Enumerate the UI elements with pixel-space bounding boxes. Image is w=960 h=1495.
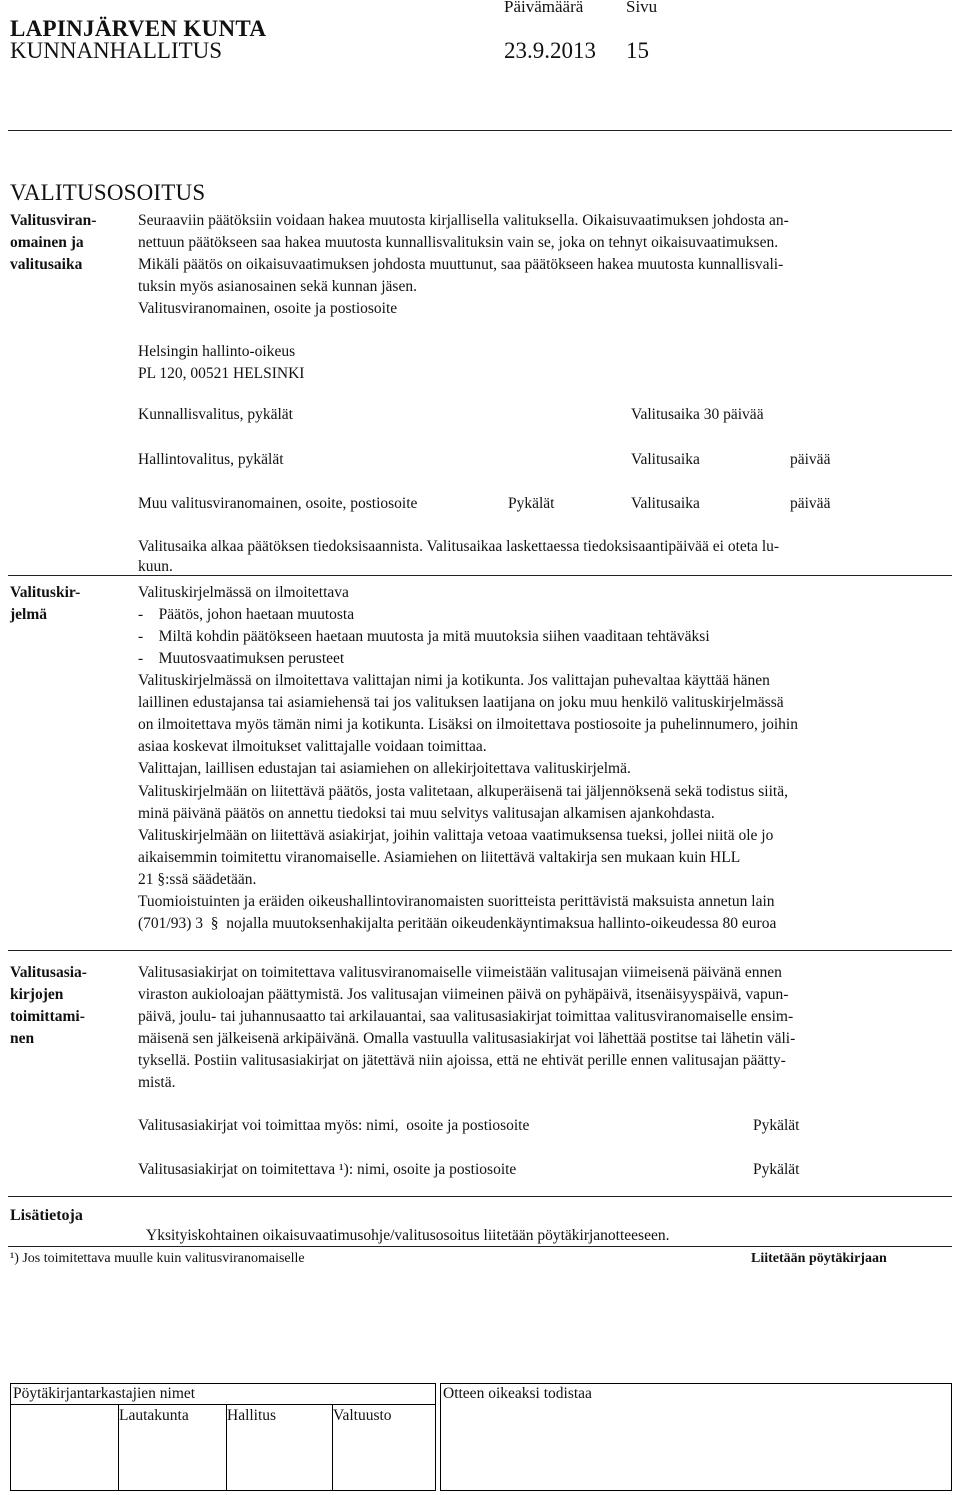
delivery-text — [138, 962, 938, 1094]
text-line: Valituskirjelmään on liitettävä päätös, josta valitetaan, alkuperäisenä tai jäljennöksenä sekä todistus siitä, — [138, 783, 788, 800]
footnote-divider — [8, 1246, 952, 1247]
page-label: Sivu — [626, 0, 658, 16]
body-label-council: Valtuusto — [333, 1407, 392, 1424]
text-line: tuksin myös asianosainen sekä kunnan jäsen. — [138, 278, 417, 295]
text-line: 21 §:ssä säädetään. — [138, 871, 257, 888]
appeal-time: Valitusaika — [631, 495, 700, 512]
text-line: laillinen edustajansa tai asiamiehensä tai jos valituksen laatijana on joku muu henkilö valituskirjelmässä — [138, 694, 784, 711]
text-line: Valitusasiakirjat on toimitettava valitusviranomaiselle viimeistään valitusajan viimeisenä päivänä ennen — [138, 964, 782, 981]
appeal-type: Hallintovalitus, pykälät — [138, 451, 284, 468]
header-divider — [8, 130, 952, 131]
text-line: kuun. — [138, 558, 173, 575]
text-line: viraston aukioloajan päättymistä. Jos valitusajan viimeinen päivä on pyhäpäivä, itsenäisyyspäivä, vapun- — [138, 986, 789, 1003]
text-line: päivä, joulu- tai juhannusaatto tai arkilauantai, saa valitusasiakirjat toimittaa valitusviranomaiselle ensim- — [138, 1008, 794, 1025]
list-item: - Muutosvaatimuksen perusteet — [138, 650, 345, 667]
text-line: Tuomioistuinten ja eräiden oikeushallintoviranomaisten suoritteista perittävistä maksuista annetun lain — [138, 893, 775, 910]
address-line: Helsingin hallinto-oikeus — [138, 343, 296, 360]
footnote-text: ¹) Jos toimitettava muulle kuin valitusviranomaiselle — [10, 1251, 305, 1266]
text-line: aikaisemmin toimitettu viranomaiselle. Asiamiehen on liitettävä valtakirja sen mukaan kuin HLL — [138, 849, 741, 866]
text-line: mistä. — [138, 1074, 176, 1091]
attach-note: Liitetään pöytäkirjaan — [751, 1251, 887, 1266]
text-line: asiaa koskevat ilmoitukset valittajalle voidaan toimittaa. — [138, 738, 487, 755]
section-label-appeal: Valituskir- jelmä — [10, 584, 81, 623]
section-divider — [8, 575, 952, 576]
section-label-authority: Valitusviran- omainen ja valitusaika — [10, 212, 97, 273]
appeal-type: Kunnallisvalitus, pykälät — [138, 406, 293, 423]
text-line: Valitusviranomainen, osoite ja postiosoite — [138, 300, 398, 317]
info-text: Yksityiskohtainen oikaisuvaatimusohje/valitusosoitus liitetään pöytäkirjanotteeseen. — [146, 1227, 670, 1244]
text-line: Valittajan, laillisen edustajan tai asiamiehen on allekirjoitettava valituskirjelmä. — [138, 760, 631, 777]
reviewers-box — [10, 1383, 436, 1491]
certification-title: Otteen oikeaksi todistaa — [443, 1385, 592, 1402]
appeal-attachments-text — [138, 781, 938, 935]
section-label-delivery: Valitusasia- kirjojen toimittami- nen — [10, 964, 87, 1047]
page-number: 15 — [626, 38, 649, 63]
text-line: tyksellä. Postiin valitusasiakirjat on jätettävä niin ajoissa, että ne ehtivät perille ennen valitusajan päätty- — [138, 1052, 786, 1069]
appeal-start-text — [138, 537, 938, 577]
section-divider — [8, 950, 952, 951]
list-item: - Miltä kohdin päätökseen haetaan muutosta ja mitä muutoksia siihen vaaditaan tehtäväksi — [138, 628, 710, 645]
delivery-sections: Pykälät — [753, 1161, 800, 1178]
reviewers-divider — [11, 1404, 435, 1405]
text-line: nettuun päätökseen saa hakea muutosta kunnallisvalituksin vain se, joka on tehnyt oikaisuvaatimuksen. — [138, 234, 779, 251]
appeal-days: päivää — [790, 495, 831, 512]
page-title: VALITUSOSOITUS — [10, 180, 206, 205]
address-line: PL 120, 00521 HELSINKI — [138, 365, 305, 382]
meeting-date: 23.9.2013 — [504, 38, 596, 63]
text-line: Mikäli päätös on oikaisuvaatimuksen johdosta muuttunut, saa päätökseen hakea muutosta kunnallisvali- — [138, 256, 784, 273]
text-line: on ilmoitettava myös tämän nimi ja kotikunta. Lisäksi on ilmoitettava postiosoite ja puhelinnumero, joihin — [138, 716, 798, 733]
appeal-days: päivää — [790, 451, 831, 468]
certification-box — [440, 1383, 952, 1491]
appeal-time: Valitusaika — [631, 451, 700, 468]
body-label-board: Lautakunta — [119, 1407, 189, 1424]
appeal-time: Valitusaika 30 päivää — [631, 406, 764, 423]
body-name: KUNNANHALLITUS — [10, 38, 223, 63]
authority-address — [138, 341, 938, 385]
delivery-option: Valitusasiakirjat voi toimittaa myös: nimi, osoite ja postiosoite — [138, 1117, 530, 1134]
text-line: Seuraaviin päätöksiin voidaan hakea muutosta kirjallisella valituksella. Oikaisuvaatimuksen johdosta an- — [138, 212, 789, 229]
text-line: (701/93) 3 § nojalla muutoksenhakijalta peritään oikeudenkäyntimaksua hallinto-oikeudessa 80 euroa — [138, 915, 777, 932]
org-name: LAPINJÄRVEN KUNTA — [10, 16, 267, 41]
list-item: - Päätös, johon haetaan muutosta — [138, 606, 355, 623]
section-divider — [8, 1196, 952, 1197]
appeal-text — [138, 582, 938, 780]
text-line: Valituskirjelmään on liitettävä asiakirjat, joihin valittaja vetoaa vaatimuksensa tueksi, jollei niitä ole jo — [138, 827, 774, 844]
delivery-sections: Pykälät — [753, 1117, 800, 1134]
text-line: Valituskirjelmässä on ilmoitettava — [138, 584, 349, 601]
section-label-info: Lisätietoja — [10, 1207, 83, 1224]
text-line: minä päivänä päätös on annettu tiedoksi tai muu selvitys valitusajan alkamisen ajankohdasta. — [138, 805, 715, 822]
body-label-government: Hallitus — [227, 1407, 277, 1424]
date-label: Päivämäärä — [504, 0, 584, 16]
delivery-option: Valitusasiakirjat on toimitettava ¹): nimi, osoite ja postiosoite — [138, 1161, 517, 1178]
appeal-type: Muu valitusviranomainen, osoite, postiosoite — [138, 495, 418, 512]
reviewers-title: Pöytäkirjantarkastajien nimet — [13, 1385, 196, 1402]
appeal-sections: Pykälät — [508, 495, 555, 512]
text-line: mäisenä sen jälkeisenä arkipäivänä. Omalla vastuulla valitusasiakirjat voi lähettää postitse tai lähetin väli- — [138, 1030, 796, 1047]
text-line: Valitusaika alkaa päätöksen tiedoksisaannista. Valitusaikaa laskettaessa tiedoksisaantipäivää ei oteta lu- — [138, 538, 780, 555]
authority-text — [138, 210, 938, 320]
text-line: Valituskirjelmässä on ilmoitettava valittajan nimi ja kotikunta. Jos valittajan puhevaltaa käyttää hänen — [138, 672, 770, 689]
